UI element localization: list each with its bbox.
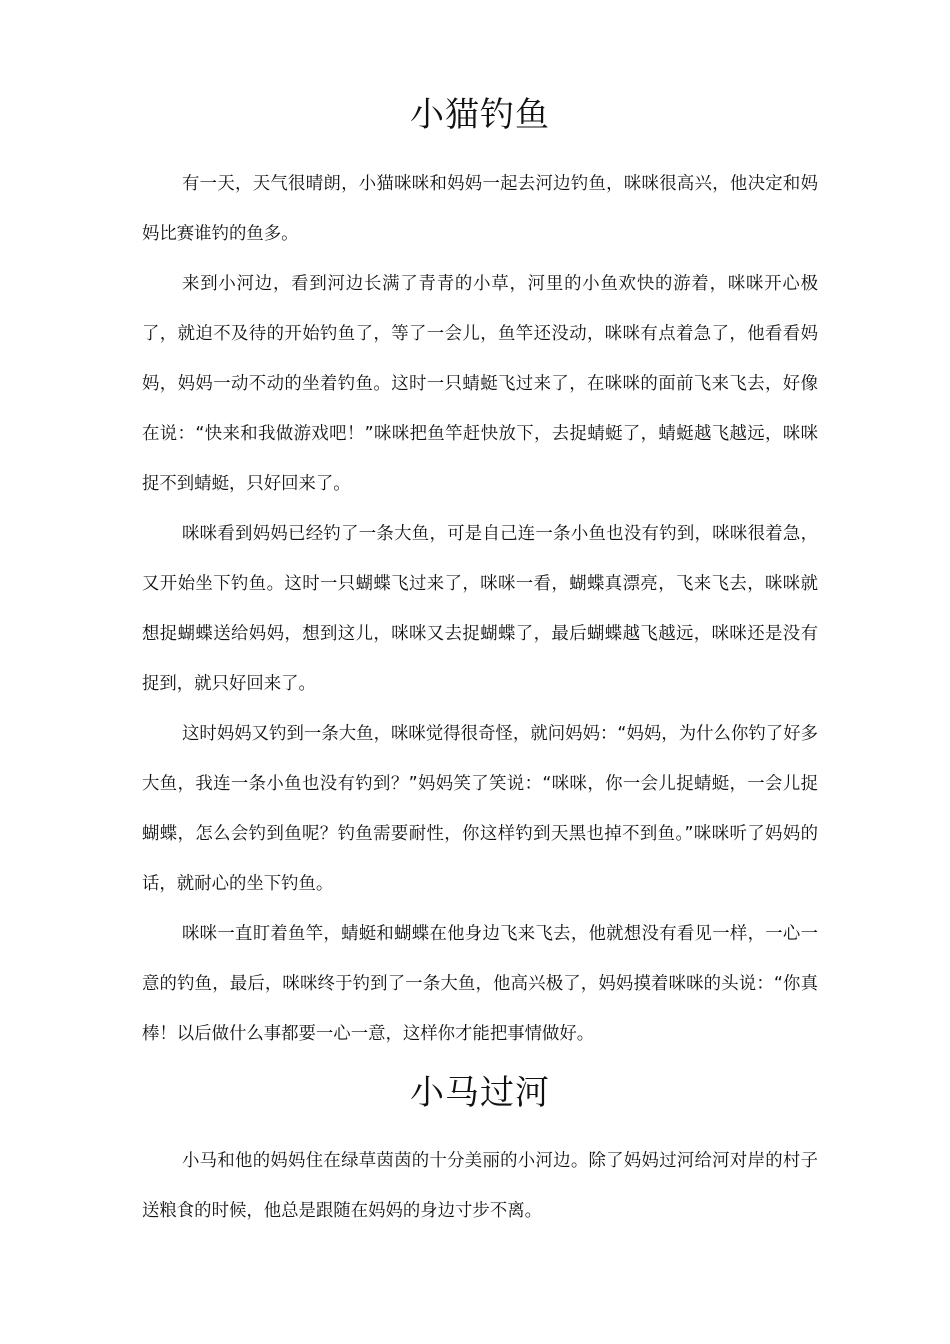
- paragraph: 有一天，天气很晴朗，小猫咪咪和妈妈一起去河边钓鱼，咪咪很高兴，他决定和妈妈比赛谁钓的鱼多。: [142, 174, 818, 244]
- paragraph: 咪咪看到妈妈已经钓了一条大鱼，可是自己连一条小鱼也没有钓到，咪咪很着急，又开始坐下钓鱼。这时一只蝴蝶飞过来了，咪咪一看，蝴蝶真漂亮，飞来飞去，咪咪就想捉蝴蝶送给妈妈，想到这儿，咪咪又去捉蝴蝶了，最后蝴蝶越飞越远，咪咪还是没有捉到，就只好回来了。: [142, 524, 818, 694]
- story-title: 小马过河: [410, 1073, 550, 1113]
- paragraph: 来到小河边，看到河边长满了青青的小草，河里的小鱼欢快的游着，咪咪开心极了，就迫不及待的开始钓鱼了，等了一会儿，鱼竿还没动，咪咪有点着急了，他看看妈妈，妈妈一动不动的坐着钓鱼。这时一只蜻蜓飞过来了，在咪咪的面前飞来飞去，好像在说：“快来和我做游戏吧！”咪咪把鱼竿赶快放下，去捉蜻蜓了，蜻蜓越飞越远，咪咪捉不到蜻蜓，只好回来了。: [142, 274, 818, 494]
- story-pony-crossing-river: [142, 1068, 818, 1236]
- paragraph: 这时妈妈又钓到一条大鱼，咪咪觉得很奇怪，就问妈妈：“妈妈，为什么你钓了好多大鱼，我连一条小鱼也没有钓到？”妈妈笑了笑说：“咪咪，你一会儿捉蜻蜓，一会儿捉蝴蝶，怎么会钓到鱼呢？钓鱼需要耐性，你这样钓到天黑也掉不到鱼。”咪咪听了妈妈的话，就耐心的坐下钓鱼。: [142, 724, 818, 894]
- paragraph: 咪咪一直盯着鱼竿，蜻蜓和蝴蝶在他身边飞来飞去，他就想没有看见一样，一心一意的钓鱼，最后，咪咪终于钓到了一条大鱼，他高兴极了，妈妈摸着咪咪的头说：“你真棒！以后做什么事都要一心一意，这样你才能把事情做好。: [142, 924, 818, 1044]
- story-body: [142, 1136, 818, 1236]
- paragraph: 小马和他的妈妈住在绿草茵茵的十分美丽的小河边。除了妈妈过河给河对岸的村子送粮食的时候，他总是跟随在妈妈的身边寸步不离。: [142, 1151, 818, 1221]
- story-kitten-fishing: [142, 90, 818, 1059]
- story-body: [142, 159, 818, 1059]
- story-title: 小猫钓鱼: [410, 95, 550, 135]
